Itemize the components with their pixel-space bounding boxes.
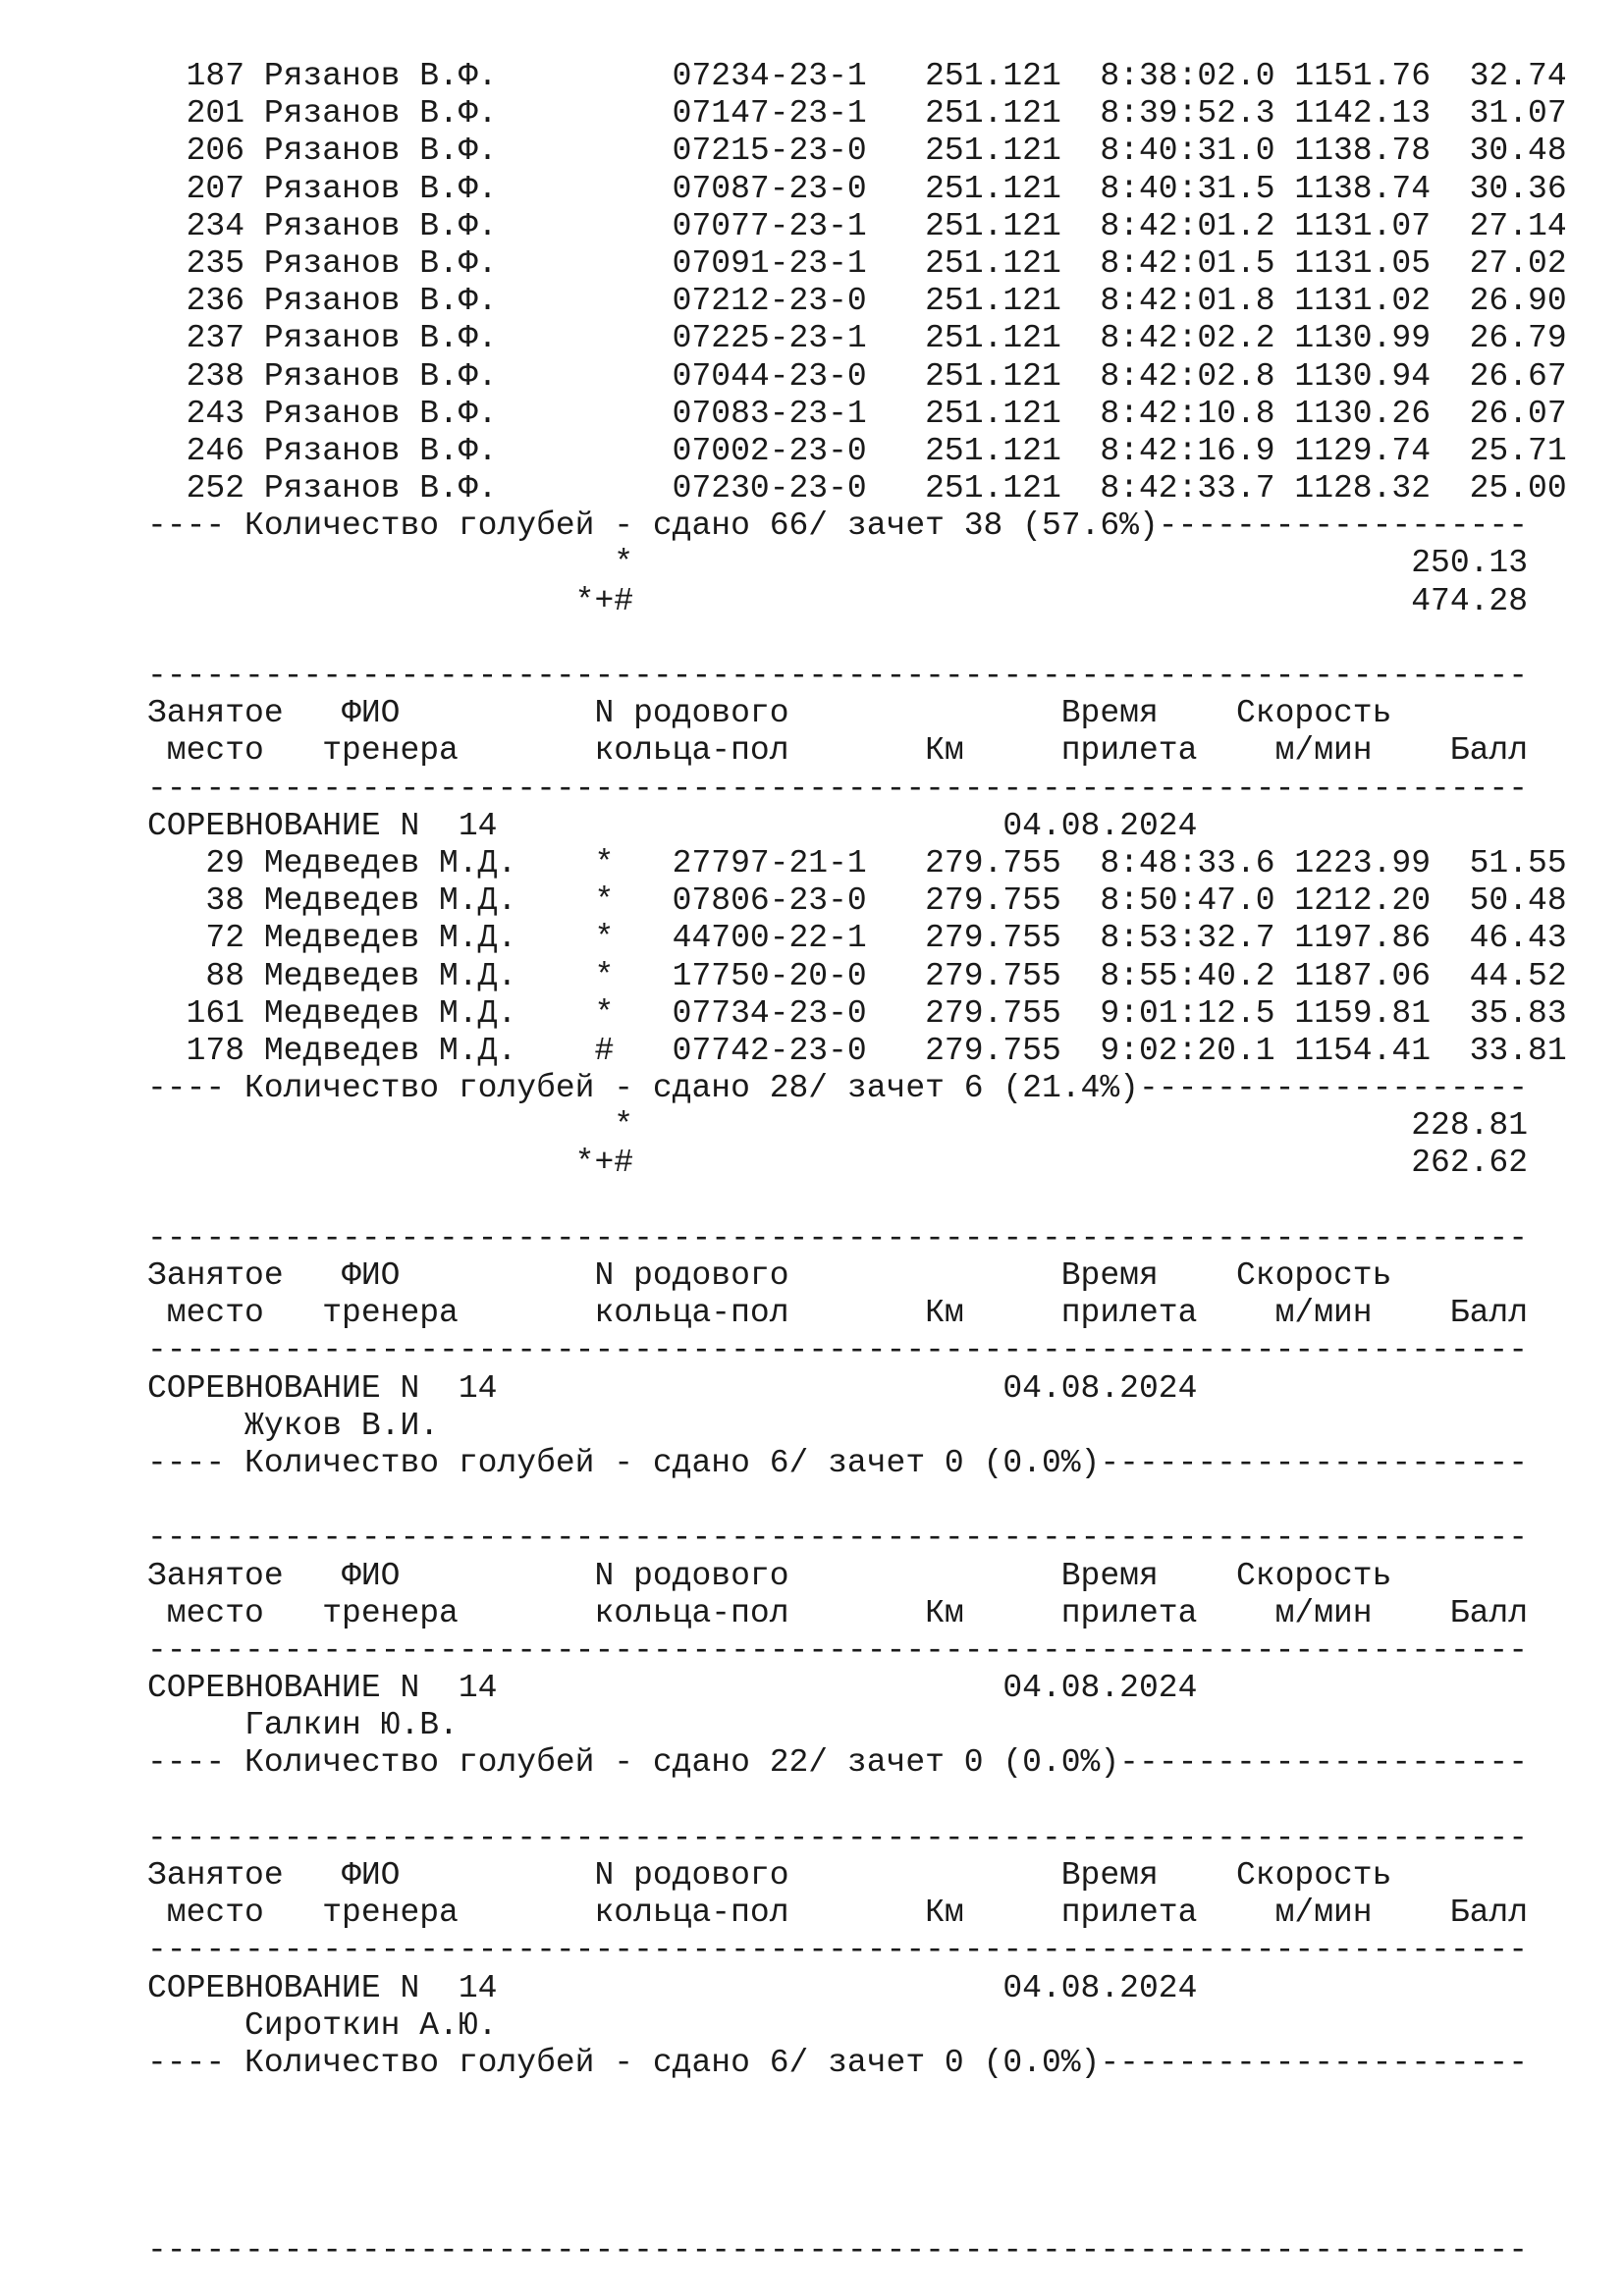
report-line: -----------------------------------------------------------------------: [147, 1819, 1529, 1856]
report-line: 187 Рязанов В.Ф. 07234-23-1 251.121 8:38:02.0 1151.76 32.74: [147, 58, 1567, 94]
report-line: -----------------------------------------------------------------------: [147, 1332, 1529, 1369]
report-line: 207 Рязанов В.Ф. 07087-23-0 251.121 8:40:31.5 1138.74 30.36: [147, 170, 1567, 207]
report-line: 234 Рязанов В.Ф. 07077-23-1 251.121 8:42:01.2 1131.07 27.14: [147, 207, 1567, 244]
report-line: -----------------------------------------------------------------------: [147, 1932, 1529, 1969]
report-line: Занятое ФИО N родового Время Скорость: [147, 695, 1392, 732]
report-line: место тренера кольца-пол Км прилета м/мин Балл: [147, 1895, 1529, 1932]
blank-line: [147, 1482, 1581, 1520]
report-line: -----------------------------------------------------------------------: [147, 1520, 1529, 1557]
report-line: Галкин Ю.В.: [147, 1707, 459, 1744]
report-line: СОРЕВНОВАНИЕ N 14 04.08.2024: [147, 1369, 1198, 1407]
report-line: -----------------------------------------------------------------------: [147, 658, 1529, 694]
report-line: СОРЕВНОВАНИЕ N 14 04.08.2024: [147, 1969, 1198, 2006]
report-line: СОРЕВНОВАНИЕ N 14 04.08.2024: [147, 807, 1198, 844]
report-page: [147, 58, 1581, 2269]
report-line: ---- Количество голубей - сдано 66/ зачет 38 (57.6%)-------------------: [147, 507, 1529, 545]
report-line: 29 Медведев М.Д. * 27797-21-1 279.755 8:48:33.6 1223.99 51.55: [147, 844, 1567, 881]
blank-line: [147, 2158, 1581, 2195]
report-line: *+# 474.28: [147, 582, 1529, 619]
report-line: СОРЕВНОВАНИЕ N 14 04.08.2024: [147, 1670, 1198, 1707]
report-line: 201 Рязанов В.Ф. 07147-23-1 251.121 8:39:52.3 1142.13 31.07: [147, 95, 1567, 133]
report-line: Сироткин А.Ю.: [147, 2006, 498, 2044]
blank-line: [147, 2119, 1581, 2157]
report-line: 237 Рязанов В.Ф. 07225-23-1 251.121 8:42:02.2 1130.99 26.79: [147, 320, 1567, 357]
report-line: 72 Медведев М.Д. * 44700-22-1 279.755 8:53:32.7 1197.86 46.43: [147, 920, 1567, 957]
report-line: * 250.13: [147, 545, 1529, 582]
report-line: 206 Рязанов В.Ф. 07215-23-0 251.121 8:40:31.0 1138.78 30.48: [147, 133, 1567, 170]
report-line: * 228.81: [147, 1107, 1529, 1145]
report-line: место тренера кольца-пол Км прилета м/мин Балл: [147, 1594, 1529, 1631]
report-line: 252 Рязанов В.Ф. 07230-23-0 251.121 8:42:33.7 1128.32 25.00: [147, 470, 1567, 507]
report-line: ---- Количество голубей - сдано 28/ зачет 6 (21.4%)--------------------: [147, 1070, 1529, 1107]
report-line: 235 Рязанов В.Ф. 07091-23-1 251.121 8:42:01.5 1131.05 27.02: [147, 244, 1567, 282]
report-line: 178 Медведев М.Д. # 07742-23-0 279.755 9:02:20.1 1154.41 33.81: [147, 1032, 1567, 1069]
report-line: ---- Количество голубей - сдано 22/ зачет 0 (0.0%)---------------------: [147, 1744, 1529, 1782]
report-line: 88 Медведев М.Д. * 17750-20-0 279.755 8:55:40.2 1187.06 44.52: [147, 957, 1567, 994]
report-line: 246 Рязанов В.Ф. 07002-23-0 251.121 8:42:16.9 1129.74 25.71: [147, 432, 1567, 469]
blank-line: [147, 2082, 1581, 2119]
blank-line: [147, 1183, 1581, 1220]
blank-line: [147, 620, 1581, 658]
report-line: -----------------------------------------------------------------------: [147, 1219, 1529, 1256]
report-line: 38 Медведев М.Д. * 07806-23-0 279.755 8:50:47.0 1212.20 50.48: [147, 882, 1567, 920]
report-line: -----------------------------------------------------------------------: [147, 1631, 1529, 1669]
report-line: -----------------------------------------------------------------------: [147, 770, 1529, 807]
blank-line: [147, 2195, 1581, 2232]
report-line: Занятое ФИО N родового Время Скорость: [147, 1557, 1392, 1594]
blank-line: [147, 1783, 1581, 1820]
report-line: -----------------------------------------------------------------------: [147, 2231, 1529, 2269]
report-line: место тренера кольца-пол Км прилета м/мин Балл: [147, 1295, 1529, 1332]
report-line: 243 Рязанов В.Ф. 07083-23-1 251.121 8:42:10.8 1130.26 26.07: [147, 395, 1567, 432]
report-line: Занятое ФИО N родового Время Скорость: [147, 1257, 1392, 1294]
report-line: 236 Рязанов В.Ф. 07212-23-0 251.121 8:42:01.8 1131.02 26.90: [147, 283, 1567, 320]
report-line: *+# 262.62: [147, 1145, 1529, 1182]
report-line: ---- Количество голубей - сдано 6/ зачет 0 (0.0%)----------------------: [147, 2044, 1529, 2081]
report-line: 238 Рязанов В.Ф. 07044-23-0 251.121 8:42:02.8 1130.94 26.67: [147, 357, 1567, 395]
report-line: ---- Количество голубей - сдано 6/ зачет 0 (0.0%)----------------------: [147, 1444, 1529, 1481]
report-line: место тренера кольца-пол Км прилета м/мин Балл: [147, 732, 1529, 770]
report-line: 161 Медведев М.Д. * 07734-23-0 279.755 9:01:12.5 1159.81 35.83: [147, 994, 1567, 1032]
report-line: Жуков В.И.: [147, 1407, 440, 1444]
report-line: Занятое ФИО N родового Время Скорость: [147, 1857, 1392, 1894]
